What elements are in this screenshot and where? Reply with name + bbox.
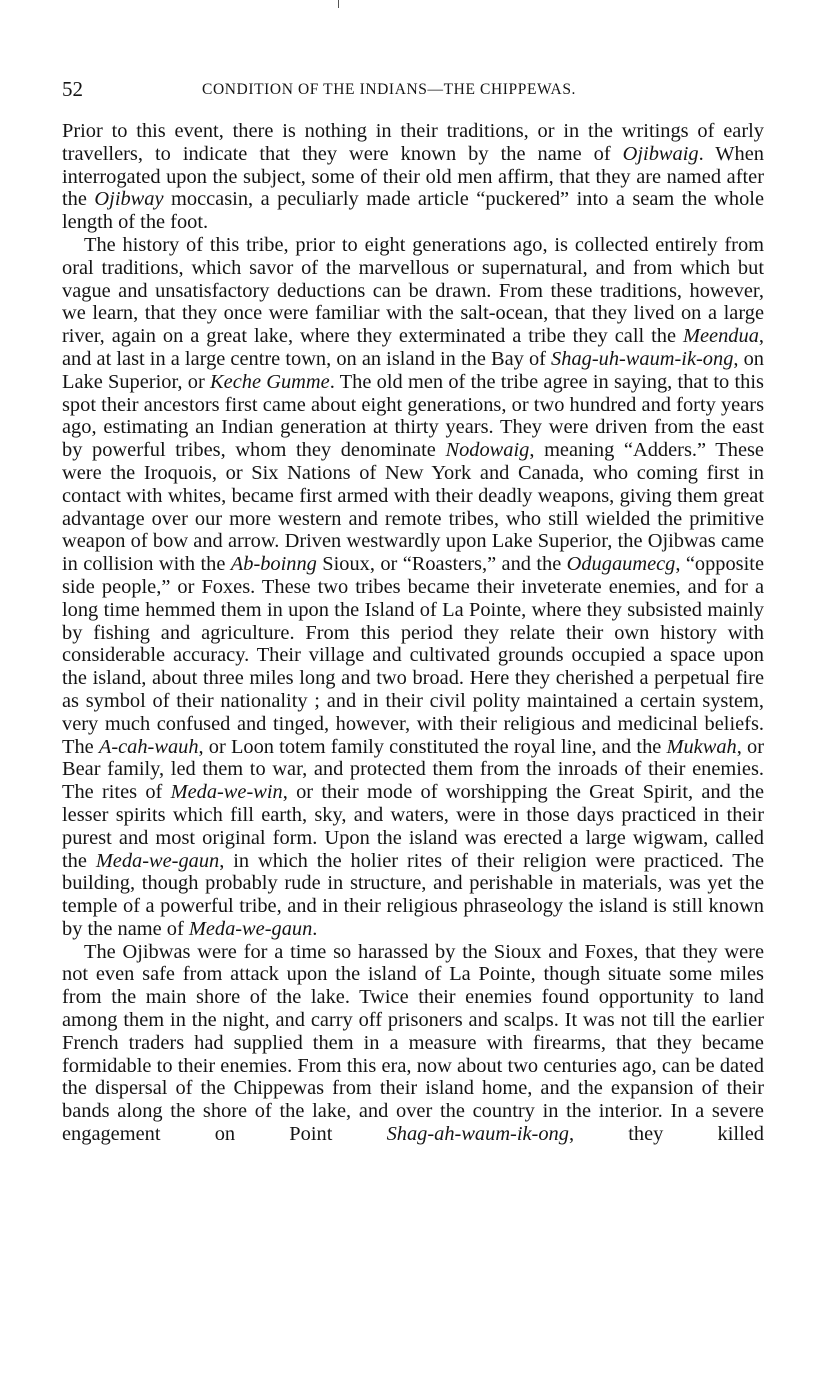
text-run: moccasin, a peculiarly made article “puckered” into a seam the whole length of the foot. (62, 188, 765, 234)
body-text (62, 120, 764, 1146)
italic-term: Ojibwaig (622, 142, 699, 165)
text-run: . When interrogated upon the subject, some of their old men affirm, that they are named after the (62, 142, 764, 211)
italic-term: Meda-we-win (170, 781, 283, 804)
page-header (62, 76, 764, 102)
text-run: The Ojibwas were for a time so harassed by the Sioux and Foxes, that they were not even safe from attack upon the island of La Pointe, though situate some miles from the main shore of the lake. Twice their enemies found opportunity to land among them in the night, and carry off prisoners and scalps. It was not till the earlier French traders had supplied them in a measure with firearms, that they became formidable to their enemies. From this era, now about two centuries ago, can be dated the dispersal of the Chippewas from their island home, and the expansion of their bands along the shore of the lake, and over the country in the interior. In a severe engagement on Point (62, 940, 764, 1146)
italic-term: Keche Gumme (210, 370, 330, 393)
text-run: , or Loon totem family constituted the royal line, and the (198, 735, 667, 758)
italic-term: Mukwah (666, 735, 737, 758)
ink-speck (338, 0, 339, 8)
page-number: 52 (62, 77, 83, 101)
text-run: , “opposite side people,” or Foxes. These two tribes became their inveterate enemies, and for a long time hemmed them in upon the Island of La Pointe, where they subsisted mainly by fishing and agriculture. From this period they relate their own history with considerable accuracy. Their village and cultivated grounds occupied a space upon the island, about three miles long and two broad. Here they cherished a perpetual fire as symbol of their nationality ; and in their civil polity maintained a certain system, very much confused and tinged, however, with their religious and medicinal beliefs. The (62, 553, 765, 758)
text-run: , they killed (568, 1123, 764, 1146)
text-run: , meaning “Adders.” These were the Iroquois, or Six Nations of New York and Canada, who coming first in contact with whites, became first armed with their deadly weapons, giving them great advantage over our more western and remote tribes, who still wielded the primitive weapon of bow and arrow. Driven westwardly upon Lake Superior, the Ojibwas came in collision with the (62, 439, 764, 576)
paragraph-1 (62, 120, 764, 234)
italic-term: A-cah-wauh (98, 735, 199, 758)
running-head: CONDITION OF THE INDIANS—THE CHIPPEWAS. (202, 81, 577, 98)
text-run: . (312, 917, 318, 940)
text-run: , or Bear family, led them to war, and protected them from the inroads of their enemies. The rites of (62, 735, 764, 804)
italic-term: Ojibway (94, 188, 164, 211)
text-run: , on Lake Superior, or (62, 347, 765, 393)
paragraph-3 (62, 941, 764, 1146)
italic-term: Ab-boinng (230, 553, 317, 576)
italic-term: Meendua (683, 325, 759, 348)
text-run: Sioux, or “Roasters,” and the (316, 553, 567, 576)
text-run: , and at last in a large centre town, on an island in the Bay of (62, 325, 764, 370)
text-run: The history of this tribe, prior to eight generations ago, is collected entirely from oral traditions, which savor of the marvellous or supernatural, and from which but vague and unsatisfactory deductions can be drawn. From these traditions, however, we learn, that they once were familiar with the salt-ocean, that they lived on a large river, again on a great lake, where they exterminated a tribe they call the (62, 233, 764, 348)
text-run: , or their mode of worshipping the Great Spirit, and the lesser spirits which fill earth, sky, and waters, were in those days practiced in their purest and most original form. Upon the island was erected a large wigwam, called the (62, 781, 764, 872)
italic-term: Odugaumecg (566, 553, 676, 576)
italic-term: Nodowaig (445, 439, 530, 462)
text-run: , in which the holier rites of their religion were practiced. The building, though probably rude in structure, and perishable in materials, was yet the temple of a powerful tribe, and in their religious phraseology the island is still known by the name of (62, 849, 764, 940)
text-run: Prior to this event, there is nothing in their traditions, or in the writings of early travellers, to indicate that they were known by the name of (62, 120, 764, 165)
text-run: . The old men of the tribe agree in saying, that to this spot their ancestors first came about eight generations, or two hundred and forty years ago, estimating an Indian generation at thirty years. They were driven from the east by powerful tribes, whom they denominate (62, 370, 764, 462)
italic-term: Shag-ah-waum-ik-ong (386, 1123, 569, 1146)
italic-term: Shag-uh-waum-ik-ong (551, 347, 734, 370)
paragraph-2 (62, 234, 764, 941)
italic-term: Meda-we-gaun (95, 849, 220, 872)
italic-term: Meda-we-gaun (188, 917, 313, 940)
